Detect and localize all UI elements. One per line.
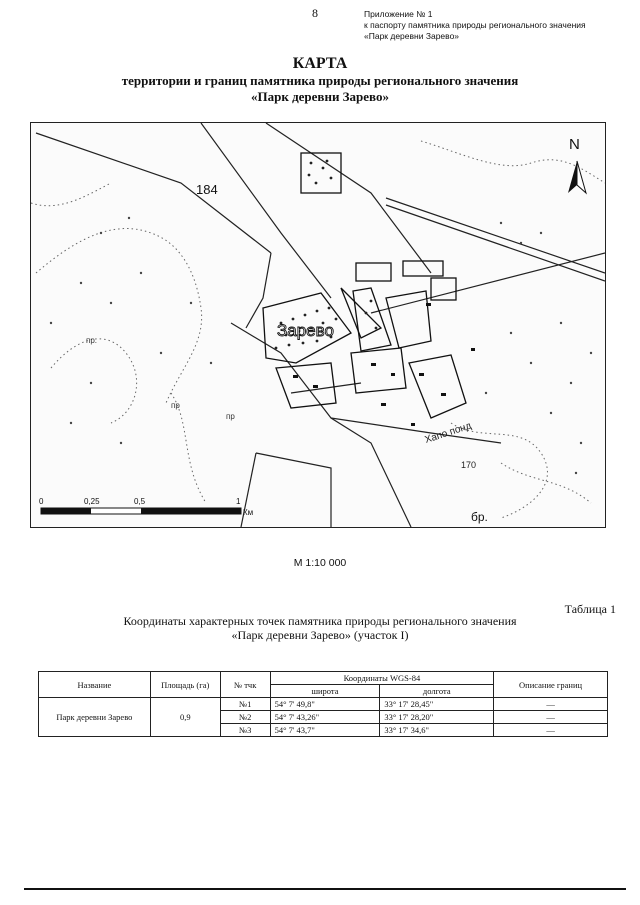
table-row [39, 698, 608, 711]
scale-unit: Км [243, 508, 254, 517]
scale-tick-025: 0,25 [84, 497, 100, 506]
village-label: Зарево [277, 321, 334, 340]
pr-label-1: пр. [86, 336, 98, 345]
north-label: N [569, 136, 580, 153]
appendix-line-1: Приложение № 1 [364, 9, 433, 19]
latitude: 54° 7' 43,26" [270, 711, 380, 724]
header-name: Название [39, 672, 151, 698]
coordinates-table [38, 671, 608, 737]
scale-tick-0: 0 [39, 497, 44, 506]
longitude: 33° 17' 28,20" [380, 711, 494, 724]
boundary-desc: — [494, 724, 608, 737]
ford-label: бр. [471, 510, 488, 524]
title-line-1: КАРТА [292, 55, 348, 72]
point-id: №1 [220, 698, 270, 711]
header-area: Площадь (га) [150, 672, 220, 698]
header-desc: Описание границ [494, 672, 608, 698]
appendix-line-3: «Парк деревни Зарево» [364, 31, 460, 41]
header-point: № тчк [220, 672, 270, 698]
pr-label-2: пр [226, 412, 235, 421]
table-number: Таблица 1 [564, 602, 616, 616]
title-line-3: «Парк деревни Зарево» [251, 89, 389, 104]
boundary-desc: — [494, 711, 608, 724]
park-area: 0,9 [150, 698, 220, 737]
park-name: Парк деревни Зарево [39, 698, 151, 737]
latitude: 54° 7' 49,8" [270, 698, 380, 711]
point-id: №3 [220, 724, 270, 737]
coords-title-line-2: «Парк деревни Зарево» (участок I) [231, 628, 409, 642]
boundary-desc: — [494, 698, 608, 711]
header-coords: Координаты WGS-84 [270, 672, 494, 685]
coords-title-line-1: Координаты характерных точек памятника природы регионального значения [123, 614, 517, 628]
coords-title [0, 614, 640, 642]
elevation-label: 170 [461, 460, 477, 470]
map-scale: М 1:10 000 [293, 557, 347, 569]
appendix-line-2: к паспорту памятника природы регионального значения [364, 20, 586, 30]
scale-tick-1: 1 [236, 497, 241, 506]
page-number: 8 [312, 6, 318, 20]
appendix-note [364, 9, 586, 42]
header-lon: долгота [380, 685, 494, 698]
header-lat: широта [270, 685, 380, 698]
latitude: 54° 7' 43,7" [270, 724, 380, 737]
bottom-rule [24, 888, 626, 890]
scale-tick-05: 0,5 [134, 497, 146, 506]
map-drawing [31, 123, 605, 527]
longitude: 33° 17' 34,6" [380, 724, 494, 737]
document-title [0, 55, 640, 105]
pr-label-3: пр [171, 401, 180, 410]
table-header-row [39, 672, 608, 685]
title-line-2: территории и границ памятника природы регионального значения [121, 73, 519, 88]
longitude: 33° 17' 28,45" [380, 698, 494, 711]
territory-map [30, 122, 606, 528]
quarter-label: 184 [196, 182, 218, 197]
point-id: №2 [220, 711, 270, 724]
stream-label: Хапо понд [423, 420, 473, 446]
